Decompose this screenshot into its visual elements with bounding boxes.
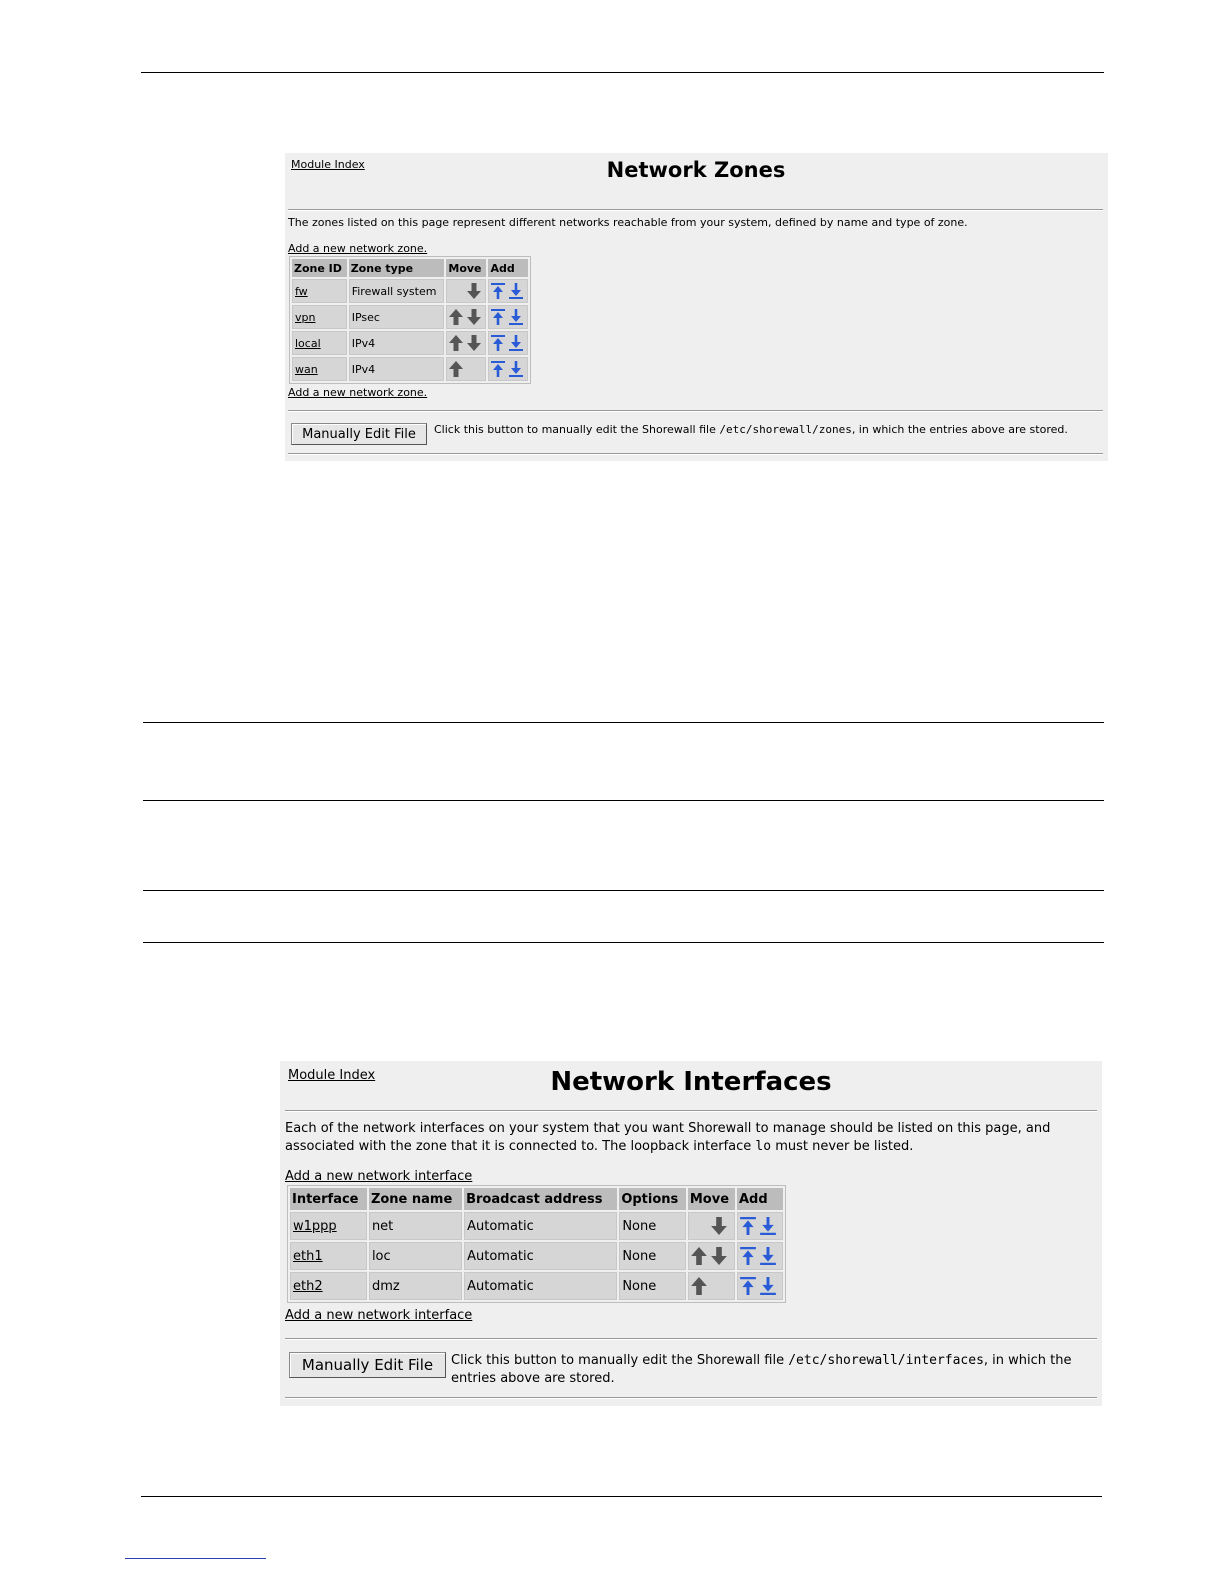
zone-type-cell: Firewall system (349, 279, 445, 303)
table-header-row (290, 1188, 783, 1210)
add-above-icon[interactable] (491, 309, 505, 325)
add-zone-link-top[interactable]: Add a new network zone. (288, 242, 428, 255)
interface-cell (290, 1212, 367, 1240)
col-header-move: Move (446, 259, 486, 277)
move-down-icon[interactable] (711, 1217, 727, 1235)
section-rule-1 (143, 722, 1104, 723)
footnote-rule (125, 1558, 266, 1559)
broadcast-cell: Automatic (464, 1242, 617, 1270)
button-desc-text: Click this button to manually edit the Shorewall file (451, 1353, 789, 1368)
move-cell (688, 1272, 735, 1300)
button-divider-bottom (285, 1397, 1097, 1399)
broadcast-cell: Automatic (464, 1272, 617, 1300)
add-below-icon[interactable] (509, 361, 523, 377)
move-up-icon[interactable] (691, 1277, 707, 1295)
zone-id-link[interactable]: wan (295, 362, 318, 376)
move-up-icon[interactable] (449, 335, 463, 351)
button-desc-text-end: , in which the entries above are stored. (451, 1353, 1072, 1386)
col-header-add: Add (737, 1188, 783, 1210)
add-below-icon[interactable] (509, 309, 523, 325)
page-title: Network Interfaces (550, 1067, 832, 1097)
zones-table (289, 256, 531, 384)
table-row (292, 305, 528, 329)
options-cell: None (619, 1272, 686, 1300)
add-cell (488, 357, 528, 381)
interface-link[interactable]: eth1 (293, 1248, 323, 1264)
add-interface-link-bottom[interactable]: Add a new network interface (285, 1308, 473, 1323)
move-cell (446, 305, 486, 329)
options-cell: None (619, 1212, 686, 1240)
description-text-end: must never be listed. (771, 1139, 914, 1154)
table-header-row (292, 259, 528, 277)
file-path: /etc/shorewall/zones (719, 423, 852, 436)
move-down-icon[interactable] (467, 335, 481, 351)
move-down-icon[interactable] (711, 1247, 727, 1265)
button-divider-top (285, 1338, 1097, 1340)
module-index-link[interactable]: Module Index (288, 1068, 376, 1083)
move-cell (688, 1242, 735, 1270)
zone-name-cell: net (369, 1212, 462, 1240)
title-divider (285, 1110, 1097, 1112)
move-cell (446, 357, 486, 381)
table-row (292, 357, 528, 381)
table-row (290, 1272, 783, 1300)
zone-name-cell: dmz (369, 1272, 462, 1300)
title-divider (288, 209, 1103, 211)
interfaces-description (285, 1120, 1100, 1156)
col-header-zone-name: Zone name (369, 1188, 462, 1210)
col-header-broadcast: Broadcast address (464, 1188, 617, 1210)
move-cell (688, 1212, 735, 1240)
add-cell (737, 1272, 783, 1300)
move-up-icon[interactable] (691, 1247, 707, 1265)
col-header-move: Move (688, 1188, 735, 1210)
broadcast-cell: Automatic (464, 1212, 617, 1240)
add-cell (488, 279, 528, 303)
zone-type-cell: IPv4 (349, 357, 445, 381)
add-cell (737, 1242, 783, 1270)
network-zones-panel (285, 153, 1108, 461)
file-path: /etc/shorewall/interfaces (788, 1353, 984, 1368)
col-header-zone-type: Zone type (349, 259, 445, 277)
col-header-options: Options (619, 1188, 686, 1210)
button-description (451, 1352, 1096, 1388)
move-down-icon[interactable] (467, 309, 481, 325)
add-below-icon[interactable] (760, 1277, 776, 1295)
add-below-icon[interactable] (509, 335, 523, 351)
move-cell (446, 331, 486, 355)
zone-id-cell (292, 279, 347, 303)
interface-link[interactable]: w1ppp (293, 1218, 337, 1234)
move-cell (446, 279, 486, 303)
add-cell (737, 1212, 783, 1240)
add-above-icon[interactable] (740, 1217, 756, 1235)
zone-id-link[interactable]: vpn (295, 310, 316, 324)
add-cell (488, 331, 528, 355)
page-header-rule (141, 72, 1104, 73)
add-below-icon[interactable] (760, 1247, 776, 1265)
zone-id-cell (292, 331, 347, 355)
add-cell (488, 305, 528, 329)
zone-type-cell: IPsec (349, 305, 445, 329)
button-desc-text-end: , in which the entries above are stored. (851, 423, 1068, 436)
loopback-code: lo (755, 1139, 772, 1154)
col-header-interface: Interface (290, 1188, 367, 1210)
zone-id-cell (292, 357, 347, 381)
table-row (290, 1242, 783, 1270)
table-row (292, 279, 528, 303)
move-down-icon[interactable] (467, 283, 481, 299)
section-rule-2 (143, 800, 1104, 801)
network-interfaces-panel (280, 1061, 1102, 1406)
add-below-icon[interactable] (509, 283, 523, 299)
button-desc-text: Click this button to manually edit the Shorewall file (434, 423, 720, 436)
page-footer-rule (141, 1496, 1102, 1497)
add-zone-link-bottom[interactable]: Add a new network zone. (288, 386, 428, 399)
manually-edit-file-button[interactable]: Manually Edit File (291, 423, 427, 445)
button-divider-bottom (288, 453, 1103, 455)
interface-link[interactable]: eth2 (293, 1278, 323, 1294)
add-below-icon[interactable] (760, 1217, 776, 1235)
move-up-icon[interactable] (449, 361, 463, 377)
col-header-zone-id: Zone ID (292, 259, 347, 277)
button-description (434, 423, 1102, 436)
add-above-icon[interactable] (740, 1247, 756, 1265)
table-row (292, 331, 528, 355)
options-cell: None (619, 1242, 686, 1270)
module-index-link[interactable]: Module Index (291, 158, 365, 171)
zone-type-cell: IPv4 (349, 331, 445, 355)
button-divider-top (288, 410, 1103, 412)
add-above-icon[interactable] (491, 335, 505, 351)
page-title: Network Zones (606, 158, 786, 182)
add-above-icon[interactable] (491, 283, 505, 299)
col-header-add: Add (488, 259, 528, 277)
section-rule-3 (143, 890, 1104, 891)
description-text: Each of the network interfaces on your system that you want Shorewall to manage should be listed on this page, and associated with the zone that it is connected to. The loopback interface (285, 1121, 1051, 1154)
zone-name-cell: loc (369, 1242, 462, 1270)
manually-edit-file-button[interactable]: Manually Edit File (289, 1352, 446, 1378)
add-interface-link-top[interactable]: Add a new network interface (285, 1169, 473, 1184)
interface-cell (290, 1272, 367, 1300)
table-row (290, 1212, 783, 1240)
move-up-icon[interactable] (449, 309, 463, 325)
zones-description: The zones listed on this page represent different networks reachable from your system, defined by name and type of zone. (288, 216, 968, 229)
add-above-icon[interactable] (491, 361, 505, 377)
add-above-icon[interactable] (740, 1277, 756, 1295)
interfaces-table (287, 1185, 786, 1303)
zone-id-link[interactable]: fw (295, 284, 308, 298)
zone-id-cell (292, 305, 347, 329)
section-rule-4 (143, 942, 1104, 943)
interface-cell (290, 1242, 367, 1270)
zone-id-link[interactable]: local (295, 336, 321, 350)
